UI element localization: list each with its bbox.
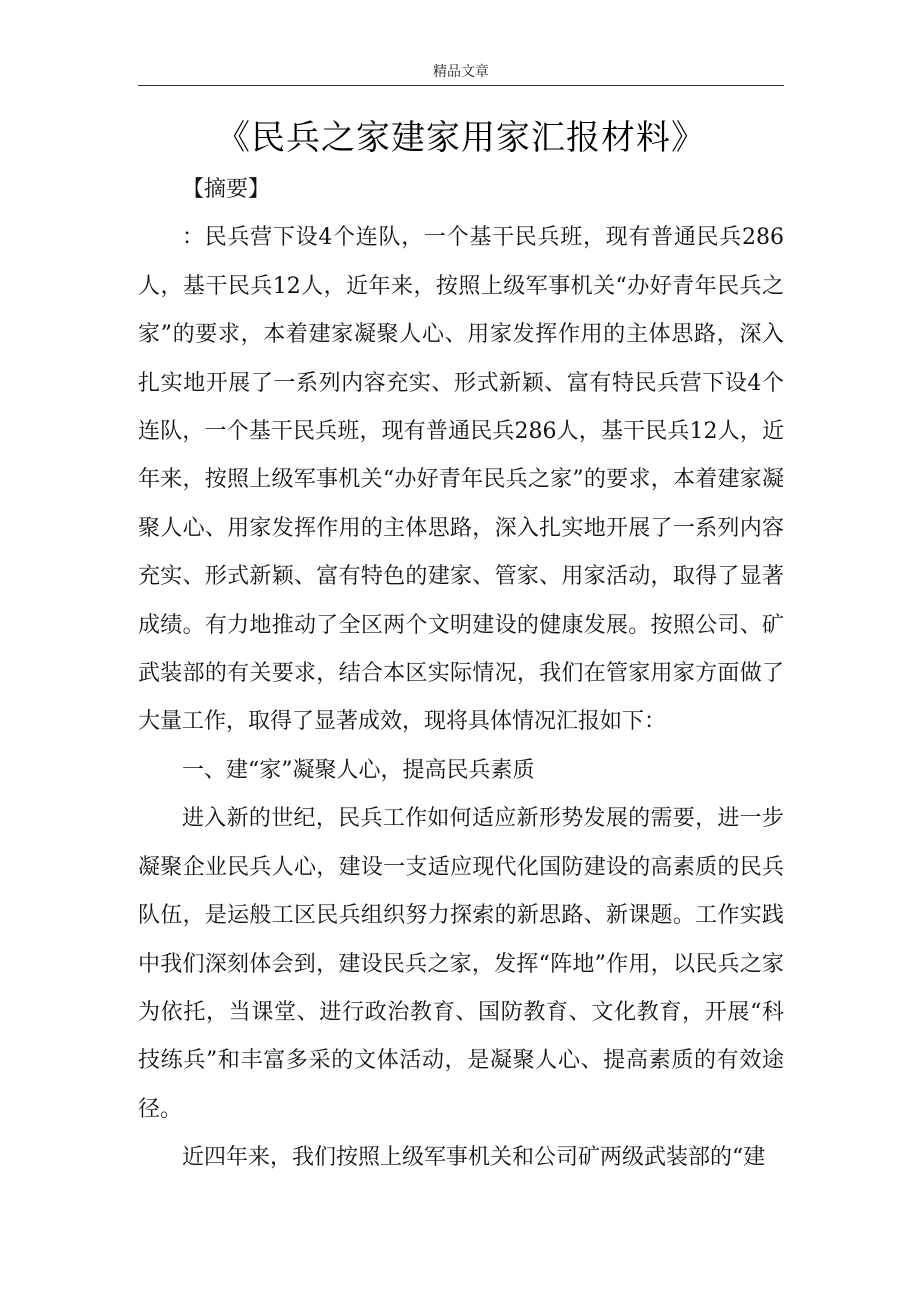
abstract-label: 【摘要】 xyxy=(182,177,271,202)
page-header: 精品文章 xyxy=(433,64,489,80)
paragraph-continued: 近四年来，我们按照上级军事机关和公司矿两级武装部的“建 xyxy=(182,1145,766,1171)
section-heading-1: 一、建“家”凝聚人心，提高民兵素质 xyxy=(182,757,535,783)
paragraph-intro: ：民兵营下设4个连队，一个基干民兵班，现有普通民兵286人，基干民兵12人，近年来，按照上级军事机关“办好青年民兵之家”的要求，本着建家凝聚人心、用家发挥作用的主体思路，深入扎实地开展了一系列内容充实、形式新颖、富有特民兵营下设4个连队，一个基干民兵班，现有普通民兵286人，基干民兵12人，近年来，按照上级军事机关“办好青年民兵之家”的要求，本着建家凝聚人心、用家发挥作用的主体思路，深入扎实地开展了一系列内容充实、形式新颖、富有特色的建家、管家、用家活动，取得了显著成绩。有力地推动了全区两个文明建设的健康发展。按照公司、矿武装部的有关要求，结合本区实际情况，我们在管家用家方面做了大量工作，取得了显著成效，现将具体情况汇报如下： xyxy=(138,225,784,735)
paragraph-section-1: 进入新的世纪，民兵工作如何适应新形势发展的需要，进一步凝聚企业民兵人心，建设一支适应现代化国防建设的高素质的民兵队伍，是运般工区民兵组织努力探索的新思路、新课题。工作实践中我们深刻体会到，建设民兵之家，发挥“阵地”作用，以民兵之家为依托，当课堂、进行政治教育、国防教育、文化教育，开展“科技练兵”和丰富多采的文体活动，是凝聚人心、提高素质的有效途径。 xyxy=(138,806,784,1122)
header-divider xyxy=(138,85,784,86)
document-title: 《民兵之家建家用家汇报材料》 xyxy=(216,118,706,158)
document-body xyxy=(138,166,784,1183)
